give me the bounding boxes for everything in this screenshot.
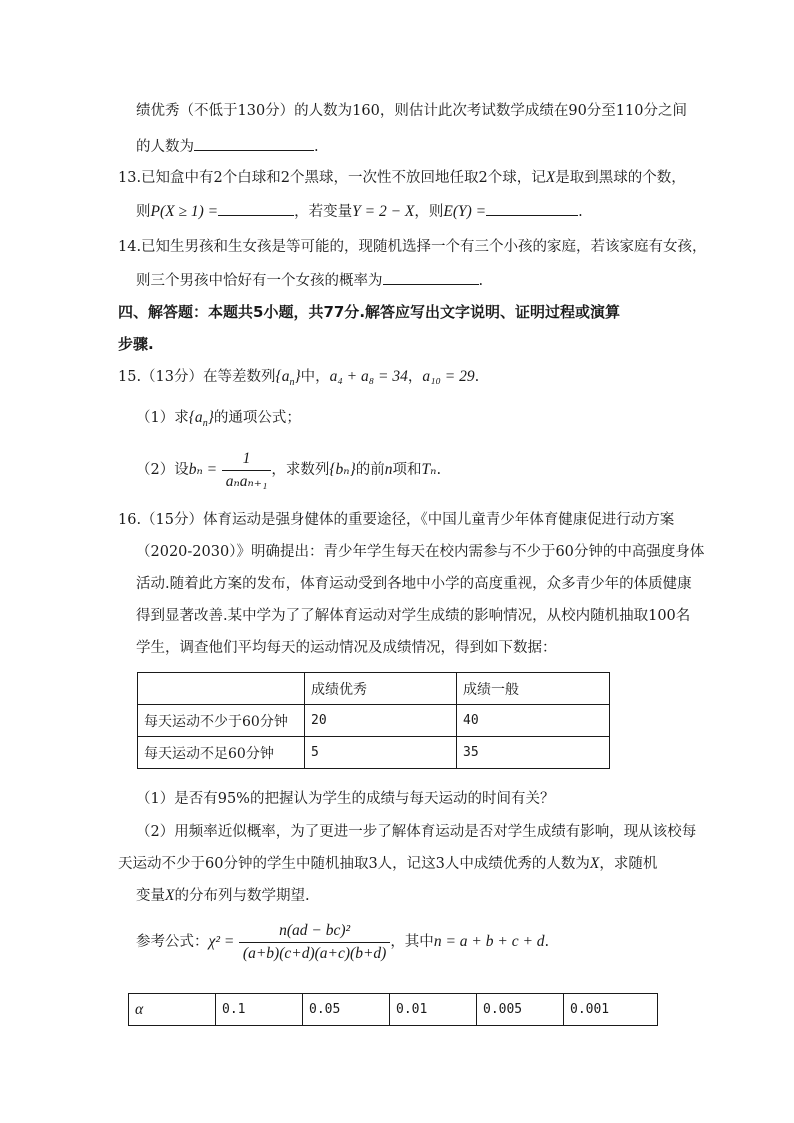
q16-table-header-cell: 成绩一般 bbox=[457, 673, 610, 705]
q14-line2-prefix: 则三个男孩中恰好有一个女孩的概率为 bbox=[136, 273, 383, 289]
q13-prob-expr: P(X ≥ 1) = bbox=[150, 203, 219, 220]
q12-text-line1: 绩优秀（不低于130分）的人数为160，则估计此次考试数学成绩在90分至110分之间 bbox=[136, 103, 687, 119]
q15-part2-end: . bbox=[436, 462, 442, 478]
q15-period: . bbox=[474, 369, 480, 385]
q16-alpha-row bbox=[129, 994, 658, 1026]
q15-frac-denominator: aₙaₙ₊₁ bbox=[225, 472, 268, 490]
q16-alpha-cell: 0.001 bbox=[564, 994, 658, 1026]
q15-seq-an: $\{a_n\}$ bbox=[275, 368, 301, 389]
q16-table-header-row bbox=[138, 673, 610, 705]
q14-stem: 14.已知生男孩和生女孩是等可能的，现随机选择一个有三个小孩的家庭，若该家庭有女孩， bbox=[118, 239, 707, 255]
q15-part2-prefix: （2）设 bbox=[136, 462, 189, 478]
q15-seq-bn: {bₙ} bbox=[329, 461, 356, 478]
q16-line3: 活动.随着此方案的发布，体育运动受到各地中小学的高度重视，众多青少年的体质健康 bbox=[136, 576, 692, 592]
q16-table-cell: 每天运动不少于60分钟 bbox=[138, 705, 305, 737]
q12-answer-blank bbox=[194, 136, 314, 151]
q16-alpha-cell: 0.01 bbox=[390, 994, 477, 1026]
q16-table-cell: 40 bbox=[457, 705, 610, 737]
q13-stem-text-2: 是取到黑球的个数， bbox=[555, 170, 686, 186]
q16-part2-line1: （2）用频率近似概率，为了更进一步了解体育运动是否对学生成绩有影响，现从该校每 bbox=[136, 824, 697, 840]
q16-table-cell: 每天运动不足60分钟 bbox=[138, 737, 305, 769]
q16-table-cell: 5 bbox=[305, 737, 457, 769]
q15-frac-numerator: 1 bbox=[242, 449, 251, 467]
q13-var-x: X bbox=[545, 169, 556, 186]
q15-eq1: a₄ + a₈ = 34 bbox=[329, 368, 408, 385]
q15-part2-mid: ，求数列 bbox=[271, 462, 330, 478]
q13-text-then: ，则 bbox=[414, 204, 444, 220]
q16-var-x-2: X bbox=[165, 887, 175, 904]
q15-part2-mid3: 项和 bbox=[392, 462, 422, 478]
q15-part1 bbox=[136, 408, 301, 434]
q13-blank-1 bbox=[218, 201, 294, 216]
q15-bn-lhs: bₙ = bbox=[188, 461, 218, 478]
q16-table-cell: 35 bbox=[457, 737, 610, 769]
q15-part1-prefix: （1）求 bbox=[136, 410, 189, 426]
q13-stem bbox=[118, 168, 686, 188]
q16-line5: 学生，调查他们平均每天的运动情况及成绩情况，得到如下数据： bbox=[136, 640, 557, 656]
q16-n-definition: n = a + b + c + d bbox=[433, 933, 545, 950]
q16-var-x: X bbox=[589, 855, 600, 872]
q14-line2-suffix: . bbox=[478, 273, 484, 289]
q16-part2-line2-suffix: ，求随机 bbox=[599, 856, 658, 872]
q13-then: 则 bbox=[136, 204, 151, 220]
q16-chi-square: χ² = bbox=[208, 933, 235, 950]
q16-data-table bbox=[137, 672, 610, 769]
q13-blank-2 bbox=[486, 201, 578, 216]
q16-table-header-cell: 成绩优秀 bbox=[305, 673, 457, 705]
q16-table-row bbox=[138, 737, 610, 769]
q16-part2-line3-prefix: 变量 bbox=[136, 888, 165, 904]
q12-line2-suffix: . bbox=[314, 139, 319, 155]
q12-line2-prefix: 的人数为 bbox=[136, 139, 194, 155]
q16-table-cell: 20 bbox=[305, 705, 457, 737]
q15-part1-seq: $\{a_n\}$ bbox=[188, 409, 214, 430]
q16-alpha-table bbox=[128, 993, 658, 1026]
section-heading-line2: 步骤. bbox=[118, 335, 154, 353]
q15-part2-mid2: 的前 bbox=[355, 462, 385, 478]
q15-stem-prefix: 15.（13分）在等差数列 bbox=[118, 369, 276, 385]
q15-var-n: n bbox=[384, 461, 393, 478]
q16-reference-formula bbox=[136, 916, 549, 968]
q13-end: . bbox=[578, 204, 583, 220]
q16-line4: 得到显著改善.某中学为了了解体育运动对学生成绩的影响情况，从校内随机抽取100名 bbox=[136, 608, 691, 624]
q15-stem-mid: 中， bbox=[300, 369, 330, 385]
q16-line2: （2020-2030）》明确提出：青少年学生每天在校内需参与不少于60分钟的中高强度身体 bbox=[136, 544, 705, 560]
q15-var-tn: Tₙ bbox=[421, 461, 437, 478]
q16-part2-line3-suffix: 的分布列与数学期望. bbox=[174, 888, 310, 904]
q16-alpha-header: α bbox=[129, 994, 216, 1026]
q14-line2 bbox=[136, 270, 483, 291]
q16-alpha-cell: 0.05 bbox=[303, 994, 390, 1026]
q15-stem bbox=[118, 367, 479, 393]
q16-part2-line2-prefix: 天运动不少于60分钟的学生中随机抽取3人，记这3人中成绩优秀的人数为 bbox=[118, 856, 590, 872]
q15-part2 bbox=[136, 446, 441, 494]
q13-expect-expr: E(Y) = bbox=[443, 203, 487, 220]
section-heading-line1: 四、解答题：本题共5小题，共77分.解答应写出文字说明、证明过程或演算 bbox=[118, 303, 621, 321]
q16-formula-label: 参考公式： bbox=[136, 934, 209, 950]
q13-text-ifvar: ，若变量 bbox=[294, 204, 353, 220]
q16-alpha-cell: 0.1 bbox=[216, 994, 303, 1026]
q16-formula-fraction bbox=[239, 920, 390, 965]
q12-text-line2 bbox=[136, 136, 319, 157]
q15-part1-suffix: 的通项公式； bbox=[213, 410, 301, 426]
q14-answer-blank bbox=[383, 270, 479, 285]
q15-comma: ， bbox=[407, 369, 423, 385]
q16-part2-line3 bbox=[136, 886, 310, 906]
q13-y-expr: Y = 2 − X bbox=[352, 203, 415, 220]
q16-line1: 16.（15分）体育运动是强身健体的重要途径，《中国儿童青少年体育健康促进行动方案 bbox=[118, 512, 675, 528]
q15-eq2: a₁₀ = 29 bbox=[422, 368, 475, 385]
q16-formula-end: . bbox=[544, 934, 550, 950]
q16-alpha-cell: 0.005 bbox=[477, 994, 564, 1026]
q16-formula-denominator: (a+b)(c+d)(a+c)(b+d) bbox=[242, 944, 387, 962]
q16-formula-post: ，其中 bbox=[390, 934, 434, 950]
q16-part2-line2 bbox=[118, 854, 657, 874]
q13-line2 bbox=[136, 201, 583, 222]
q16-part1: （1）是否有95%的把握认为学生的成绩与每天运动的时间有关？ bbox=[136, 791, 555, 807]
q16-table-row bbox=[138, 705, 610, 737]
q13-stem-text: 13.已知盒中有2个白球和2个黑球，一次性不放回地任取2个球，记 bbox=[118, 170, 546, 186]
q16-table-header-cell bbox=[138, 673, 305, 705]
q15-bn-fraction bbox=[222, 448, 272, 493]
q16-formula-numerator: n(ad − bc)² bbox=[279, 921, 351, 939]
